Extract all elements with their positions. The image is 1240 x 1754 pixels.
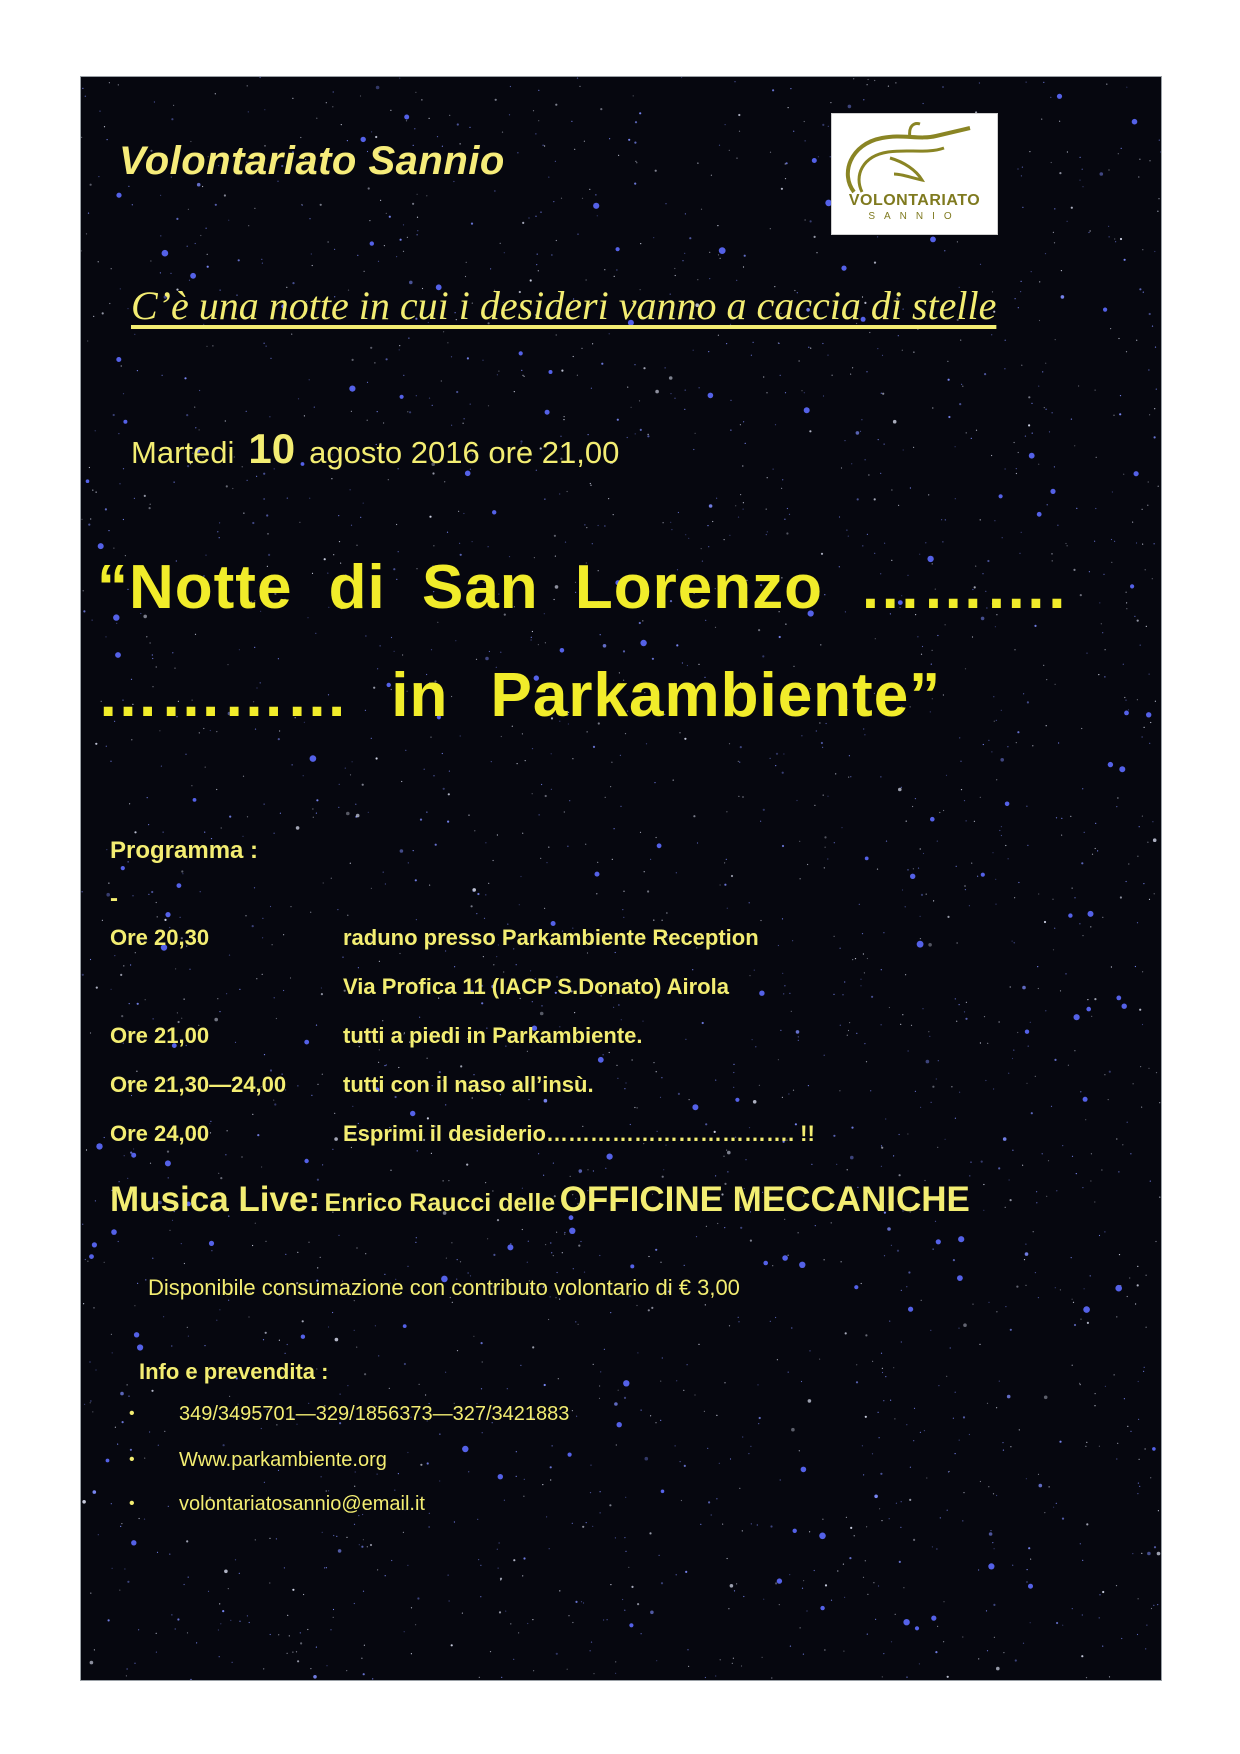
organization-name: Volontariato Sannio bbox=[119, 139, 505, 183]
volontariato-sannio-logo bbox=[831, 113, 998, 235]
bullet-icon: • bbox=[129, 1405, 135, 1422]
program-time: Ore 20,30 bbox=[110, 925, 210, 950]
bullet-icon: • bbox=[129, 1451, 135, 1468]
event-date bbox=[131, 425, 619, 473]
program-time: Ore 21,00 bbox=[110, 1023, 210, 1048]
logo-wordmark: VOLONTARIATO bbox=[848, 192, 981, 209]
program-heading: Programma : bbox=[110, 837, 259, 864]
live-music-line bbox=[110, 1180, 970, 1220]
consumption-offer: Disponibile consumazione con contributo volontario di € 3,00 bbox=[148, 1275, 740, 1300]
info-website-link[interactable]: Www.parkambiente.org bbox=[179, 1449, 387, 1471]
program-dash: - bbox=[110, 885, 118, 912]
program-time: Ore 24,00 bbox=[110, 1121, 210, 1146]
event-title-line-1: “Notte di San Lorenzo ………. bbox=[97, 553, 1067, 622]
program-description: Esprimi il desiderio……………………………. !! bbox=[343, 1121, 815, 1146]
program-description: Via Profica 11 (IACP S.Donato) Airola bbox=[343, 974, 729, 999]
bullet-icon: • bbox=[129, 1495, 135, 1512]
logo-subtitle: SANNIO bbox=[868, 211, 961, 222]
tagline: C’è una notte in cui i desideri vanno a caccia di stelle bbox=[131, 283, 997, 328]
date-rest: agosto 2016 ore 21,00 bbox=[309, 435, 620, 470]
music-label: Musica Live: bbox=[110, 1180, 321, 1219]
date-day: 10 bbox=[248, 425, 296, 472]
music-performer: Enrico Raucci delle bbox=[324, 1189, 556, 1217]
program-time: Ore 21,30—24,00 bbox=[110, 1072, 287, 1097]
event-title-line-2: ………… in Parkambiente” bbox=[97, 661, 942, 730]
info-heading: Info e prevendita : bbox=[139, 1359, 329, 1384]
program-description: tutti a piedi in Parkambiente. bbox=[343, 1023, 643, 1048]
program-description: raduno presso Parkambiente Reception bbox=[343, 925, 759, 950]
date-weekday: Martedi bbox=[131, 435, 235, 470]
info-email-link[interactable]: volontariatosannio@email.it bbox=[179, 1493, 425, 1515]
event-poster bbox=[80, 76, 1162, 1681]
program-description: tutti con il naso all’insù. bbox=[343, 1072, 594, 1097]
music-band: OFFICINE MECCANICHE bbox=[559, 1180, 970, 1219]
info-phone-text: 349/3495701—329/1856373—327/3421883 bbox=[179, 1403, 570, 1425]
